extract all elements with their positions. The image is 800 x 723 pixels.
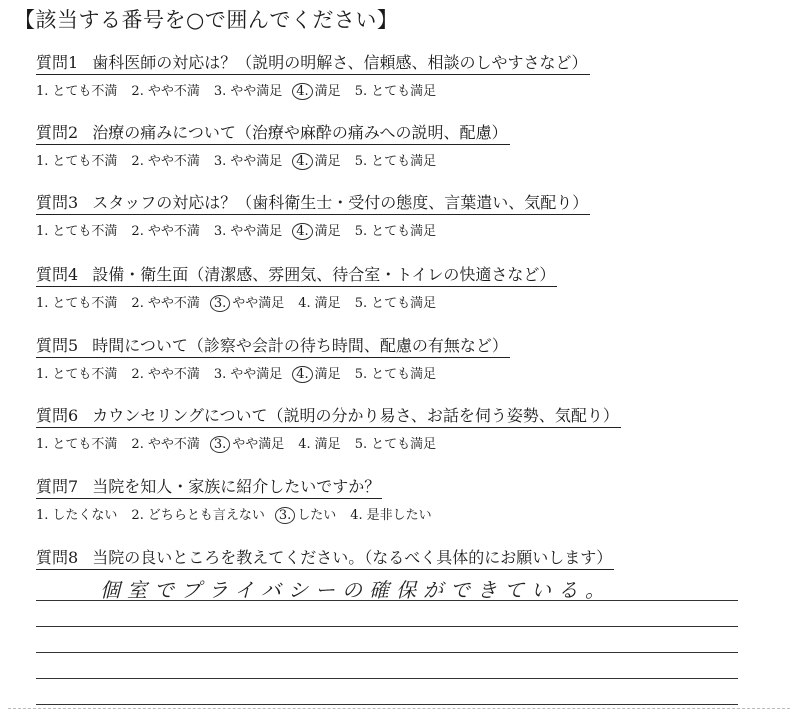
option-label: やや満足	[230, 224, 283, 239]
option-label: とても満足	[371, 224, 437, 239]
handwritten-answer: 個室でプライバシーの確保ができている。	[100, 578, 612, 602]
option-label: とても不満	[52, 224, 118, 239]
option-label: やや不満	[147, 296, 200, 311]
option-number: 4.	[298, 296, 311, 311]
option-label: とても不満	[52, 367, 118, 382]
question-number: 質問3	[36, 193, 79, 212]
option-number: 2.	[131, 224, 144, 239]
option-number: 4.	[298, 437, 311, 452]
question-text: カウンセリングについて（説明の分かり易さ、お話を伺う姿勢、気配り）	[92, 406, 619, 425]
option[interactable]	[36, 433, 117, 452]
option-number: 3.	[213, 84, 227, 99]
question-number: 質問2	[36, 123, 79, 142]
option-row	[36, 433, 621, 453]
option-circled[interactable]	[279, 504, 336, 524]
option[interactable]	[214, 150, 282, 169]
option-number: 5.	[354, 84, 368, 99]
option[interactable]	[355, 433, 436, 452]
option-number: 3.	[213, 224, 227, 239]
option-circled[interactable]	[214, 292, 284, 312]
question-6	[36, 403, 621, 453]
question-text: 歯科医師の対応は？（説明の明解さ、信頼感、相談のしやすさなど）	[92, 53, 588, 72]
option-number: 5.	[354, 154, 368, 169]
option[interactable]	[214, 220, 282, 239]
option-circled[interactable]	[296, 150, 340, 170]
option-label: 是非したい	[366, 508, 432, 523]
option-label: やや不満	[147, 437, 200, 452]
option-number: 1.	[36, 224, 49, 239]
question-5	[36, 333, 510, 383]
option[interactable]	[36, 80, 117, 99]
question-text: スタッフの対応は？（歯科衛生士・受付の態度、言葉遣い、気配り）	[92, 193, 589, 212]
option[interactable]	[131, 504, 264, 523]
option-number: 1.	[36, 154, 49, 169]
answer-line	[36, 627, 738, 653]
option-number: 1.	[36, 367, 49, 382]
question-number: 質問7	[36, 477, 79, 496]
option-label: やや不満	[147, 84, 200, 99]
option-circled[interactable]	[214, 433, 284, 453]
option-row	[36, 292, 557, 312]
option[interactable]	[355, 220, 436, 239]
option-row	[36, 150, 510, 170]
option-label: やや満足	[230, 154, 283, 169]
question-number: 質問1	[36, 53, 79, 72]
option-number: 4.	[350, 508, 363, 523]
answer-line	[36, 601, 738, 627]
answer-line	[36, 679, 738, 705]
option-number: 4.	[292, 83, 312, 100]
option[interactable]	[36, 220, 117, 239]
option-number: 1.	[36, 437, 49, 452]
question-title	[36, 333, 510, 358]
question-title	[36, 403, 621, 428]
option-row	[36, 220, 590, 240]
option-number: 3.	[275, 507, 295, 524]
option-number: 3.	[210, 295, 230, 312]
option-number: 1.	[36, 84, 49, 99]
question-title	[36, 474, 382, 499]
question-number: 質問6	[36, 406, 79, 425]
option[interactable]	[36, 150, 117, 169]
option-number: 2.	[131, 84, 144, 99]
option-number: 1.	[36, 296, 49, 311]
option-label: やや不満	[147, 367, 200, 382]
option-row	[36, 363, 510, 383]
option[interactable]	[131, 80, 199, 99]
option[interactable]	[131, 220, 199, 239]
question-number: 質問4	[36, 265, 79, 284]
option-label: 満足	[314, 84, 341, 99]
option-label: とても不満	[52, 437, 118, 452]
option-circled[interactable]	[296, 220, 340, 240]
question-title	[36, 545, 614, 570]
option[interactable]	[36, 292, 117, 311]
option-circled[interactable]	[296, 363, 340, 383]
question-title	[36, 262, 557, 287]
answer-line	[36, 653, 738, 679]
option-label: したくない	[52, 508, 118, 523]
question-title	[36, 120, 510, 145]
option[interactable]	[131, 363, 199, 382]
option-label: とても満足	[371, 84, 437, 99]
option-label: 満足	[314, 367, 341, 382]
question-title	[36, 190, 590, 215]
option-number: 3.	[213, 367, 227, 382]
option[interactable]	[131, 433, 199, 452]
option[interactable]	[214, 80, 282, 99]
option-number: 5.	[354, 296, 368, 311]
option[interactable]	[131, 292, 199, 311]
form-heading: 【該当する番号を○で囲んでください】	[14, 8, 399, 32]
option-number: 2.	[131, 296, 144, 311]
option-number: 2.	[131, 508, 144, 523]
option-label: やや不満	[147, 224, 200, 239]
question-1	[36, 50, 590, 100]
option-label: どちらとも言えない	[147, 508, 265, 523]
option-label: やや満足	[232, 437, 285, 452]
option[interactable]	[36, 504, 117, 523]
option-label: とても満足	[371, 367, 437, 382]
option-label: とても不満	[52, 154, 118, 169]
option-number: 3.	[213, 154, 227, 169]
option[interactable]	[355, 363, 436, 382]
option-circled[interactable]	[296, 80, 340, 100]
question-title	[36, 50, 590, 75]
question-text: 当院の良いところを教えてください。（なるべく具体的にお願いします）	[92, 548, 613, 567]
question-number: 質問5	[36, 336, 79, 355]
option-number: 5.	[354, 367, 368, 382]
option[interactable]	[298, 292, 340, 311]
option-number: 4.	[292, 223, 312, 240]
option[interactable]	[36, 363, 117, 382]
option-label: 満足	[314, 296, 341, 311]
option-label: 満足	[314, 154, 341, 169]
option-label: とても不満	[52, 296, 118, 311]
option-number: 2.	[131, 437, 144, 452]
option-label: 満足	[314, 437, 341, 452]
option[interactable]	[214, 363, 282, 382]
option-label: とても満足	[371, 296, 437, 311]
option-number: 4.	[292, 366, 312, 383]
question-8	[36, 545, 614, 570]
option-number: 3.	[210, 436, 230, 453]
question-2	[36, 120, 510, 170]
option-number: 4.	[292, 153, 312, 170]
option-number: 2.	[131, 154, 144, 169]
option-row	[36, 504, 446, 524]
option-label: やや満足	[230, 367, 283, 382]
question-text: 当院を知人・家族に紹介したいですか？	[92, 477, 381, 496]
question-4	[36, 262, 557, 312]
question-text: 時間について（診察や会計の待ち時間、配慮の有無など）	[92, 336, 508, 355]
option[interactable]	[131, 150, 199, 169]
question-3	[36, 190, 590, 240]
option-row	[36, 80, 590, 100]
option[interactable]	[298, 433, 340, 452]
question-text: 設備・衛生面（清潔感、雰囲気、待合室・トイレの快適さなど）	[92, 265, 556, 284]
option-number: 2.	[131, 367, 144, 382]
option[interactable]	[355, 292, 436, 311]
option-label: やや不満	[147, 154, 200, 169]
option-number: 5.	[354, 437, 368, 452]
question-number: 質問8	[36, 548, 79, 567]
option-label: やや満足	[232, 296, 285, 311]
question-text: 治療の痛みについて（治療や麻酔の痛みへの説明、配慮）	[92, 123, 508, 142]
option-label: とても満足	[371, 154, 437, 169]
option[interactable]	[355, 80, 436, 99]
option-number: 1.	[36, 508, 49, 523]
option-number: 5.	[354, 224, 368, 239]
question-7	[36, 474, 446, 524]
option-label: 満足	[314, 224, 341, 239]
option-label: やや満足	[230, 84, 283, 99]
option[interactable]	[355, 150, 436, 169]
page-edge-rule	[8, 708, 790, 709]
option-label: したい	[297, 508, 337, 523]
option-label: とても不満	[52, 84, 118, 99]
option[interactable]	[350, 504, 431, 523]
option-label: とても満足	[371, 437, 437, 452]
